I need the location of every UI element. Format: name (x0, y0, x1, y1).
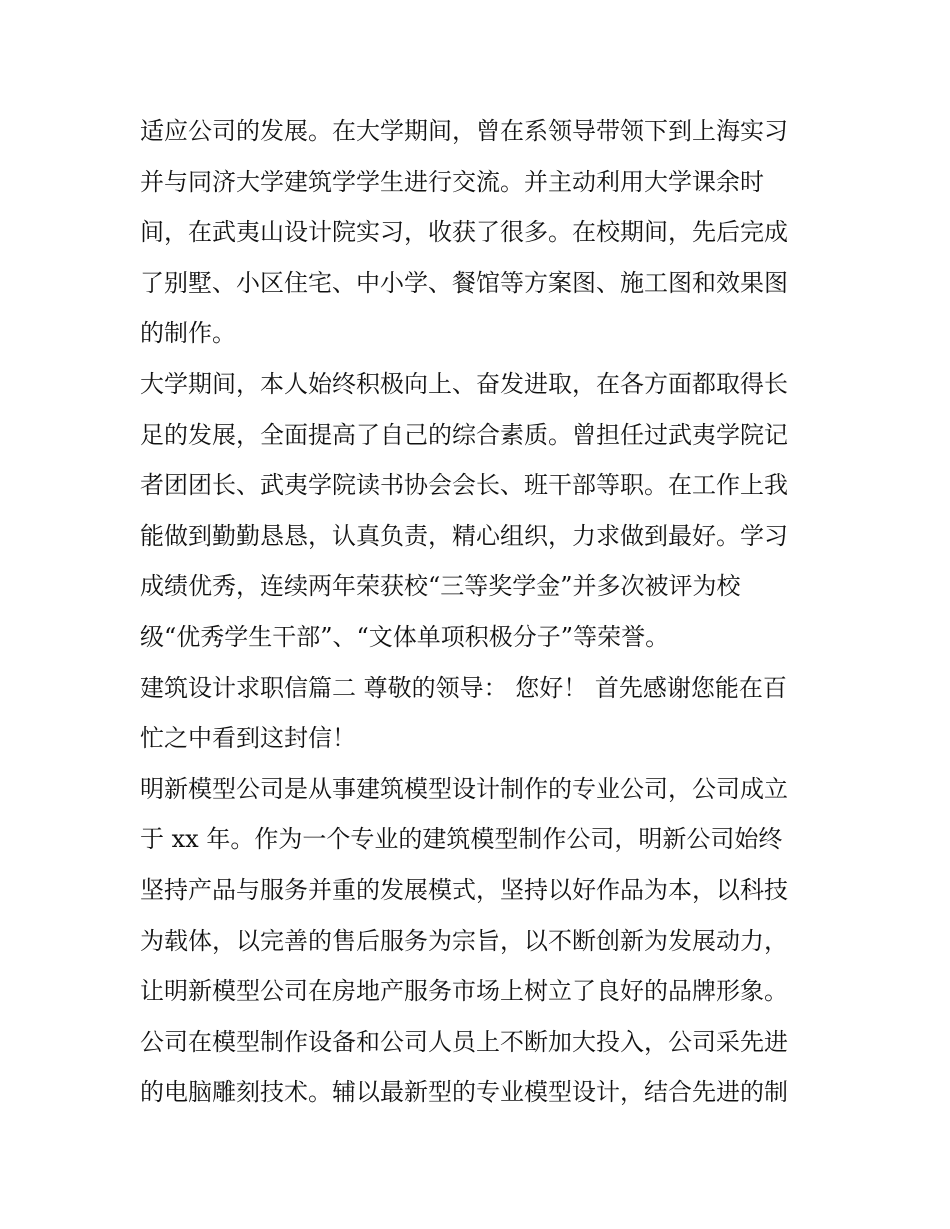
text-line: 者团团长、武夷学院读书协会会长、班干部等职。在工作上我 (140, 471, 788, 500)
text-line: 了别墅、小区住宅、中小学、餐馆等方案图、施工图和效果图 (140, 268, 788, 297)
text-line: 的制作。 (140, 319, 236, 348)
text-line: 级“优秀学生干部”、“文体单项积极分子”等荣誉。 (140, 622, 670, 651)
text-line: 成绩优秀，连续两年荣获校“三等奖学金”并多次被评为校 (140, 572, 741, 601)
text-line: 并与同济大学建筑学学生进行交流。并主动利用大学课余时 (140, 167, 764, 196)
text-line: 忙之中看到这封信！ (140, 724, 356, 753)
text-line: 足的发展，全面提高了自己的综合素质。曾担任过武夷学院记 (140, 420, 788, 449)
text-line: 的电脑雕刻技术。辅以最新型的专业模型设计，结合先进的制 (140, 1078, 788, 1107)
text-line: 为载体，以完善的售后服务为宗旨，以不断创新为发展动力， (140, 926, 788, 955)
text-line: 建筑设计求职信篇二 尊敬的领导： 您好！ 首先感谢您能在百 (140, 673, 787, 702)
document-page (140, 106, 820, 1118)
text-line: 间，在武夷山设计院实习，收获了很多。在校期间，先后完成 (140, 218, 788, 247)
text-line: 公司在模型制作设备和公司人员上不断加大投入，公司采先进 (140, 1027, 788, 1056)
text-line: 于 xx 年。作为一个专业的建筑模型制作公司，明新公司始终 (140, 825, 783, 854)
text-line: 大学期间，本人始终积极向上、奋发进取，在各方面都取得长 (140, 369, 788, 398)
text-line: 适应公司的发展。在大学期间，曾在系领导带领下到上海实习 (140, 117, 788, 145)
text-line: 坚持产品与服务并重的发展模式，坚持以好作品为本，以科技 (140, 875, 788, 904)
text-line: 让明新模型公司在房地产服务市场上树立了良好的品牌形象。 (140, 977, 788, 1006)
text-line: 能做到勤勤恳恳，认真负责，精心组织，力求做到最好。学习 (140, 521, 788, 550)
text-line: 明新模型公司是从事建筑模型设计制作的专业公司，公司成立 (140, 774, 788, 803)
